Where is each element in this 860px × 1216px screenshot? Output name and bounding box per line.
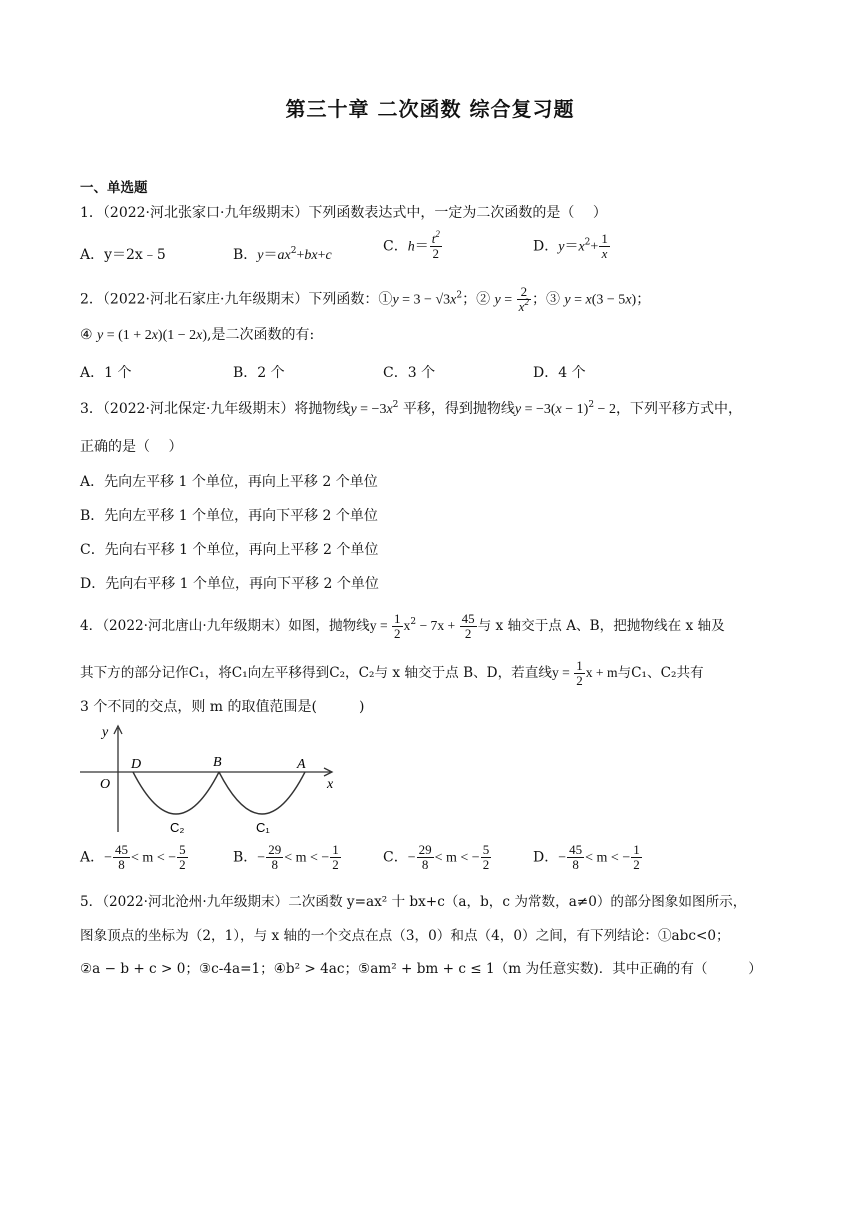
q2-circle-4: ④ [80, 327, 93, 343]
q2-option-d: D．4 个 [533, 365, 586, 381]
q4-option-c: C．− $\frac{29}{8}$ < m < − $\frac{5}{2}$ [383, 842, 490, 872]
q1-stem: 1．（2022·河北张家口·九年级期末）下列函数表达式中，一定为二次函数的是（ ） [80, 205, 607, 221]
q4-stem-a: 4．（2022·河北唐山·九年级期末）如图，抛物线 [80, 618, 370, 634]
q5-stem-line1: 5．（2022·河北沧州·九年级期末）二次函数 y=ax² 十 bx+c（a，b，c 为常数，a≠0）的部分图象如图所示， [80, 894, 747, 910]
q1-option-c: C．h＝ $\frac{t^2}{2}$ [383, 229, 440, 261]
section-heading: 一、单选题 [80, 180, 148, 196]
q4-option-b-label: B． [233, 849, 258, 866]
q3-option-c: C．先向右平移 1 个单位，再向上平移 2 个单位 [80, 542, 379, 558]
curve-c2 [133, 772, 219, 814]
q4-line2-b: 与C₁、C₂共有 [617, 665, 704, 681]
q2-option-a: A．1 个 [80, 365, 132, 381]
q3-stem-c: ，下列平移方式中， [615, 401, 742, 417]
q3-stem: 3．（2022·河北保定·九年级期末）将抛物线$y = -3x^2$ 平移，得到抛物线$y = -3(x - 1)^2 - 2$，下列平移方式中， [80, 400, 742, 417]
label-c2: C₂ [170, 820, 185, 834]
q1-option-b: B．$y=ax^2+bx+c$ [233, 246, 332, 263]
q2-option-c: C．3 个 [383, 365, 436, 381]
q1-option-a: A．y＝2x﹣5 [80, 247, 166, 263]
q1-option-b-label: B． [233, 247, 258, 263]
q4-option-b: B．− $\frac{29}{8}$ < m < − $\frac{1}{2}$ [233, 842, 339, 872]
curve-c1 [219, 772, 305, 814]
label-o: O [100, 777, 111, 792]
q2-stem: 2．（2022·河北石家庄·九年级期末）下列函数：①y = $3 - √3x^2$；② y = $\frac{2}{x^2}$ ；③ y = x(3 − 5x)； [80, 284, 651, 314]
label-b: B [213, 755, 222, 770]
q3-stem-line2: 正确的是（ ） [80, 439, 183, 455]
q4-stem-line2: 其下方的部分记作C₁，将C₁向左平移得到C₂，C₂与 x 轴交于点 B、D，若直线y = $\frac{1}{2}$ x + m与C₁、C₂共有 [80, 658, 704, 688]
q1-option-d: D．$y=x^2+$ $\frac{1}{x}$ [533, 231, 608, 261]
q5-stem-line2: 图象顶点的坐标为（2，1），与 x 轴的一个交点在点（3，0）和点（4，0）之间，有下列结论：①abc<0； [80, 928, 730, 944]
q4-option-d-label: D． [533, 849, 559, 866]
page-title: 第三十章 二次函数 综合复习题 [285, 97, 575, 121]
q4-option-d: D．− $\frac{45}{8}$ < m < − $\frac{1}{2}$ [533, 842, 640, 872]
label-c1: C₁ [256, 820, 270, 834]
q3-option-d: D．先向右平移 1 个单位，再向下平移 2 个单位 [80, 576, 379, 592]
q2-option-b: B．2 个 [233, 365, 285, 381]
q2-stem-text: 2．（2022·河北石家庄·九年级期末）下列函数：① [80, 291, 393, 308]
q4-figure [80, 722, 340, 834]
q4-stem: 4．（2022·河北唐山·九年级期末）如图，抛物线y = $\frac{1}{2}$ $x^2 - 7x$ + $\frac{45}{2}$ 与 x 轴交于点 A、B，把抛物线在 x 轴及 [80, 611, 725, 641]
q3-option-a: A．先向左平移 1 个单位，再向上平移 2 个单位 [80, 474, 378, 490]
q3-stem-b: 平移，得到抛物线 [402, 401, 515, 417]
label-d: D [131, 757, 142, 772]
q4-option-a: A．− $\frac{45}{8}$ < m < − $\frac{5}{2}$ [80, 842, 186, 872]
q2-stem-line2: ④ y = (1 + 2x)(1 − 2x),是二次函数的有: [80, 327, 315, 343]
q5-stem-line3: ②a − b + c > 0；③c-4a=1；④b² > 4ac；⑤am² + bm + c ≤ 1（m 为任意实数)．其中正确的有（ ） [80, 961, 762, 977]
q3-stem-a: 3．（2022·河北保定·九年级期末）将抛物线 [80, 401, 351, 417]
label-x: x [327, 777, 334, 792]
q4-stem-line3: 3 个不同的交点，则 m 的取值范围是( ) [80, 699, 365, 715]
q1-option-c-label: C． [383, 238, 408, 255]
q1-option-d-label: D． [533, 238, 559, 255]
q3-option-b: B．先向左平移 1 个单位，再向下平移 2 个单位 [80, 508, 378, 524]
q4-line2-a: 其下方的部分记作C₁，将C₁向左平移得到C₂，C₂与 x 轴交于点 B、D，若直线 [80, 665, 552, 681]
q2-line2-tail: ,是二次函数的有: [207, 327, 315, 343]
label-y: y [102, 725, 109, 740]
q4-stem-b: 与 x 轴交于点 A、B，把抛物线在 x 轴及 [477, 618, 725, 634]
label-a: A [297, 757, 306, 772]
q4-option-a-label: A． [80, 849, 105, 866]
q4-option-c-label: C． [383, 849, 408, 866]
